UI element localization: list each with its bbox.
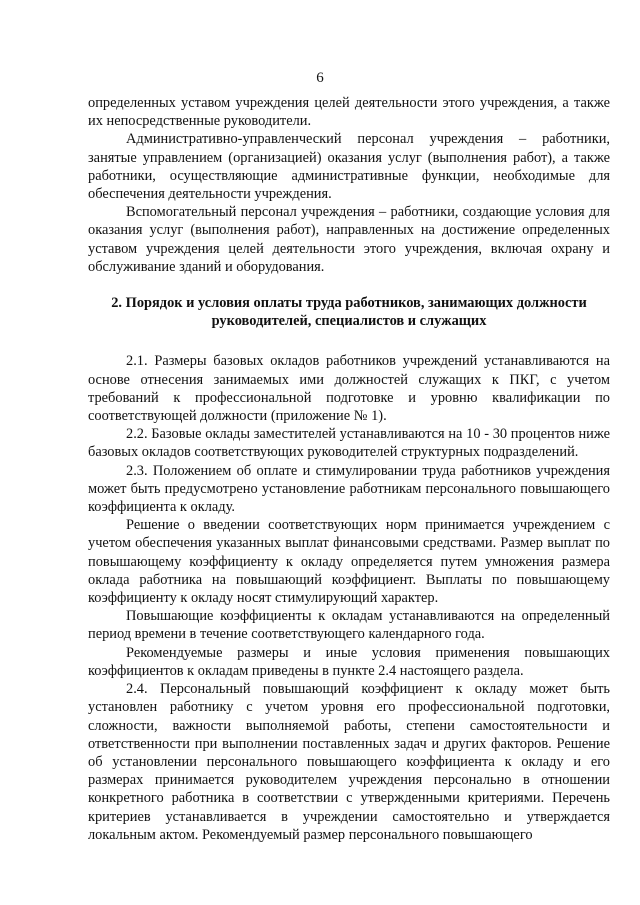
paragraph-coefficients-period: Повышающие коэффициенты к окладам устанавливаются на определенный период времени в течение соответствующего календарного года. bbox=[88, 608, 610, 643]
paragraph-2-1: 2.1. Размеры базовых окладов работников учреждений устанавливаются на основе отнесения занимаемых ими должностей служащих к ПКГ, с учетом требований к профессиональной подготовке и уровню квалификации по соответствующей должности (приложение № 1). bbox=[88, 353, 610, 425]
paragraph-decision: Решение о введении соответствующих норм принимается учреждением с учетом обеспечения указанных выплат финансовыми средствами. Размер выплат по повышающему коэффициенту к окладу определяется путем умножения размера оклада работника на повышающий коэффициент. Выплаты по повышающему коэффициенту к окладу носят стимулирующий характер. bbox=[88, 517, 610, 607]
paragraph-admin-staff: Административно-управленческий персонал учреждения – работники, занятые управлением (организацией) оказания услуг (выполнения работ), а также работники, осуществляющие административные функции, необходимые для обеспечения деятельности учреждения. bbox=[88, 131, 610, 203]
paragraph-2-2: 2.2. Базовые оклады заместителей устанавливаются на 10 - 30 процентов ниже базовых окладов соответствующих руководителей структурных подразделений. bbox=[88, 426, 610, 461]
paragraph-continuation: определенных уставом учреждения целей деятельности этого учреждения, а также их непосредственные руководители. bbox=[88, 95, 610, 130]
paragraph-support-staff: Вспомогательный персонал учреждения – работники, создающие условия для оказания услуг (выполнения работ), направленных на достижение определенных уставом учреждения целей деятельности этого учреждения, включая охрану и обслуживание зданий и оборудования. bbox=[88, 204, 610, 275]
page-number: 6 bbox=[316, 70, 324, 86]
document-body bbox=[88, 94, 610, 844]
paragraph-2-4: 2.4. Персональный повышающий коэффициент к окладу может быть установлен работнику с учетом уровня его профессиональной подготовки, сложности, важности выполняемой работы, степени самостоятельности и ответственности при выполнении поставленных задач и других факторов. Решение об установлении персонального повышающего коэффициента к окладу и его размерах принимается руководителем учреждения персонально в отношении конкретного работника в соответствии с утвержденными критериями. Перечень критериев устанавливается в учреждении самостоятельно и утверждается локальным актом. Рекомендуемый размер персонального повышающего bbox=[88, 681, 610, 843]
paragraph-2-3: 2.3. Положением об оплате и стимулировании труда работников учреждения может быть предусмотрено установление работникам персонального повышающего коэффициента к окладу. bbox=[88, 462, 610, 516]
paragraph-recommended-sizes: Рекомендуемые размеры и иные условия применения повышающих коэффициентов к окладам приведены в пункте 2.4 настоящего раздела. bbox=[88, 644, 610, 679]
section-heading: 2. Порядок и условия оплаты труда работников, занимающих должности руководителей, специалистов и служащих bbox=[111, 295, 587, 330]
